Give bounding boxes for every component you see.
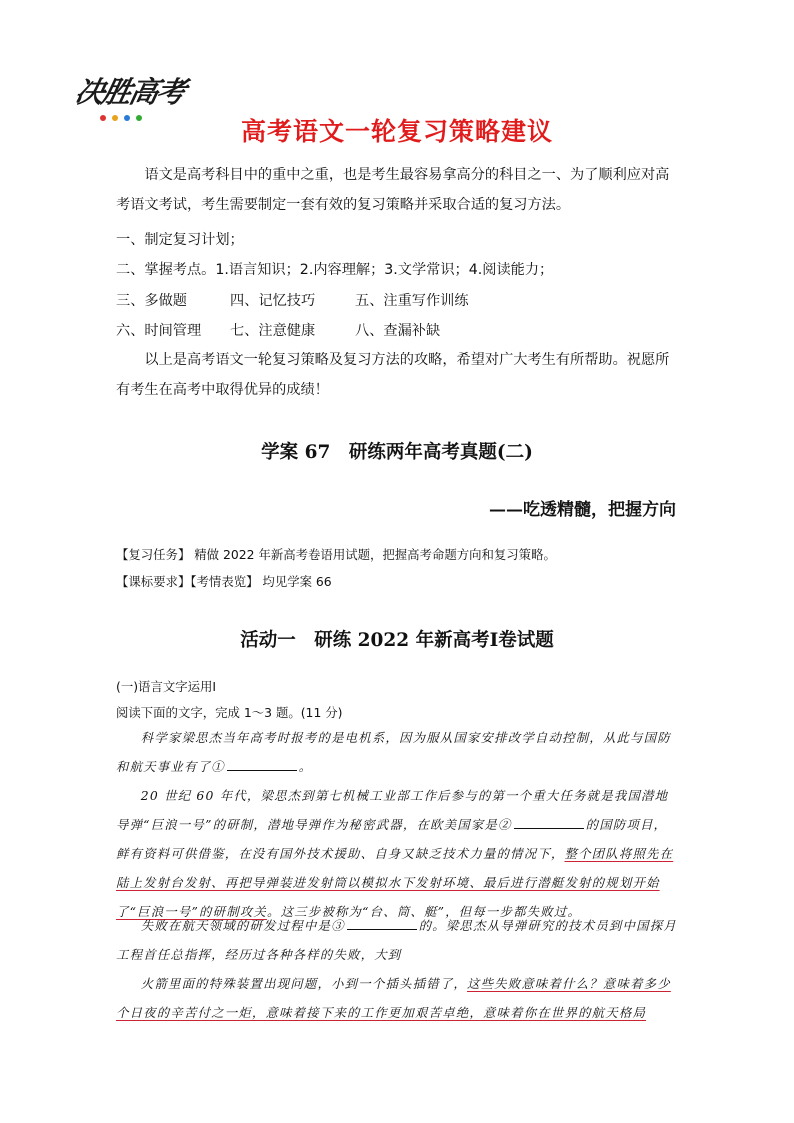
- list-item-health: 七、注意健康: [230, 323, 316, 339]
- list-item-keypoints: 二、掌握考点。1.语言知识；2.内容理解；3.文学常识；4.阅读能力；: [116, 262, 554, 278]
- list-item-writing: 五、注重写作训练: [355, 293, 469, 309]
- list-item-memory: 四、记忆技巧: [230, 293, 316, 309]
- blank-2: [514, 816, 584, 829]
- part-label: (一)语言文字运用Ⅰ: [116, 679, 217, 694]
- reading-paragraph-1: 科学家梁思杰当年高考时报考的是电机系，因为服从国家安排改学自动控制，从此与国防和航天事业有了① 。: [116, 730, 671, 774]
- list-item-plan: 一、制定复习计划；: [116, 232, 244, 248]
- blank-3: [347, 917, 417, 930]
- intro-paragraph: 语文是高考科目中的重中之重，也是考生最容易拿高分的科目之一、为了顺利应对高考语文考试，考生需要制定一套有效的复习策略并采取合适的复习方法。: [116, 167, 670, 213]
- underlined-sentence-1: 整个团队将照先在陆上发射台发射、再把导弹装进发射筒以模拟水下发射环境、最后进行潜艇发射的规划开始了“巨浪一号”的研制攻关: [116, 846, 674, 919]
- page-title: 高考语文一轮复习策略建议: [240, 117, 553, 146]
- underlined-sentence-2: 这些失败意味着什么？意味着多少个日夜的辛苦付之一炬，意味着接下来的工作更加艰苦卓绝，意味着你在世界的航天格局: [116, 976, 671, 1020]
- activity-title: 活动一 研练 2022 年新高考Ⅰ卷试题: [240, 630, 554, 651]
- list-item-practice: 三、多做题: [116, 293, 187, 309]
- reading-paragraph-2: 20 世纪 60 年代，梁思杰到第七机械工业部工作后参与的第一个重大任务就是我国潜地导弹“巨浪一号”的研制，潜地导弹作为秘密武器，在欧美国家是② 的国防项目，鲜有资料可供借鉴，在没有国外技术援助、自身又缺乏技术力量的情况下，整个团队将照先在陆上发射台发射、再把导弹装进发射筒以模拟水下发射环境、最后进行潜艇发射的规划开始了“巨浪一号”的研制攻关。这三步被称为“台、筒、艇”，但每一步都失败过。: [116, 788, 674, 919]
- list-item-review: 八、查漏补缺: [355, 323, 441, 339]
- instruction: 阅读下面的文字，完成 1～3 题。(11 分): [116, 705, 343, 720]
- requirement-line: 【课标要求】【考情表览】 均见学案 66: [116, 574, 332, 589]
- section-subtitle: ——吃透精髓，把握方向: [489, 500, 676, 520]
- logo-text: 决胜高考: [72, 75, 188, 109]
- list-item-time: 六、时间管理: [116, 323, 202, 339]
- outro-paragraph: 以上是高考语文一轮复习策略及复习方法的攻略，希望对广大考生有所帮助。祝愿所有考生在高考中取得优异的成绩！: [116, 352, 670, 398]
- task-line: 【复习任务】 精做 2022 年新高考卷语用试题，把握高考命题方向和复习策略。: [116, 547, 556, 562]
- section-title: 学案 67 研练两年高考真题(二): [261, 442, 533, 463]
- reading-paragraph-3: 失败在航天领域的研发过程中是③ 的。梁思杰从导弹研究的技术员到中国探月工程首任总指挥，经历过各种各样的失败，大到: [116, 918, 677, 962]
- reading-paragraph-4: 火箭里面的特殊装置出现问题，小到一个插头插错了，这些失败意味着什么？意味着多少个日夜的辛苦付之一炬，意味着接下来的工作更加艰苦卓绝，意味着你在世界的航天格局: [116, 976, 671, 1020]
- blank-1: [227, 758, 297, 771]
